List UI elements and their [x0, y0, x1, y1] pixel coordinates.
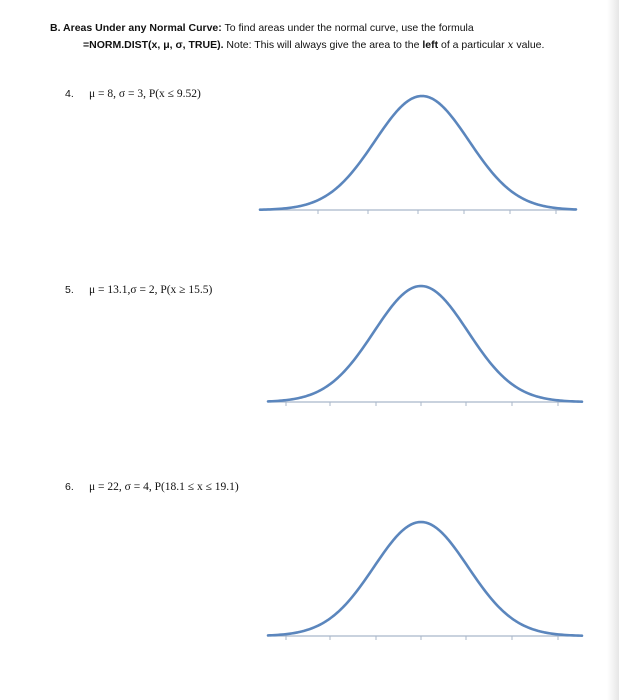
note-variable: x	[507, 39, 514, 51]
problem-6-number: 6.	[65, 481, 74, 493]
note-prefix: Note: This will always give the area to the	[226, 39, 420, 51]
problem-5-bell-curve	[268, 286, 582, 402]
problem-6-normal-curve-graph	[266, 514, 586, 644]
note-suffix: value.	[516, 39, 545, 51]
section-intro-text: To find areas under the normal curve, use the formula	[224, 22, 474, 34]
problem-5-normal-curve-graph	[266, 280, 586, 410]
note-left-word: left	[422, 39, 439, 51]
section-heading: B. Areas Under any Normal Curve:	[50, 22, 222, 34]
problem-6-formula: μ = 22, σ = 4, P(18.1 ≤ x ≤ 19.1)	[89, 481, 239, 493]
section-header-line-1	[50, 22, 474, 35]
note-mid: of a particular	[441, 39, 505, 51]
problem-4-normal-curve-graph	[258, 88, 578, 218]
norm-dist-formula: =NORM.DIST(x, μ, σ, TRUE).	[83, 39, 224, 51]
section-header-line-2	[83, 39, 544, 52]
problem-4-bell-curve	[260, 96, 576, 210]
problem-5-formula: μ = 13.1,σ = 2, P(x ≥ 15.5)	[89, 284, 213, 296]
page-edge-shadow	[607, 0, 619, 700]
problem-4-number: 4.	[65, 88, 74, 100]
problem-6-bell-curve	[268, 522, 582, 636]
problem-5-number: 5.	[65, 284, 74, 296]
problem-4-formula: μ = 8, σ = 3, P(x ≤ 9.52)	[89, 88, 201, 100]
